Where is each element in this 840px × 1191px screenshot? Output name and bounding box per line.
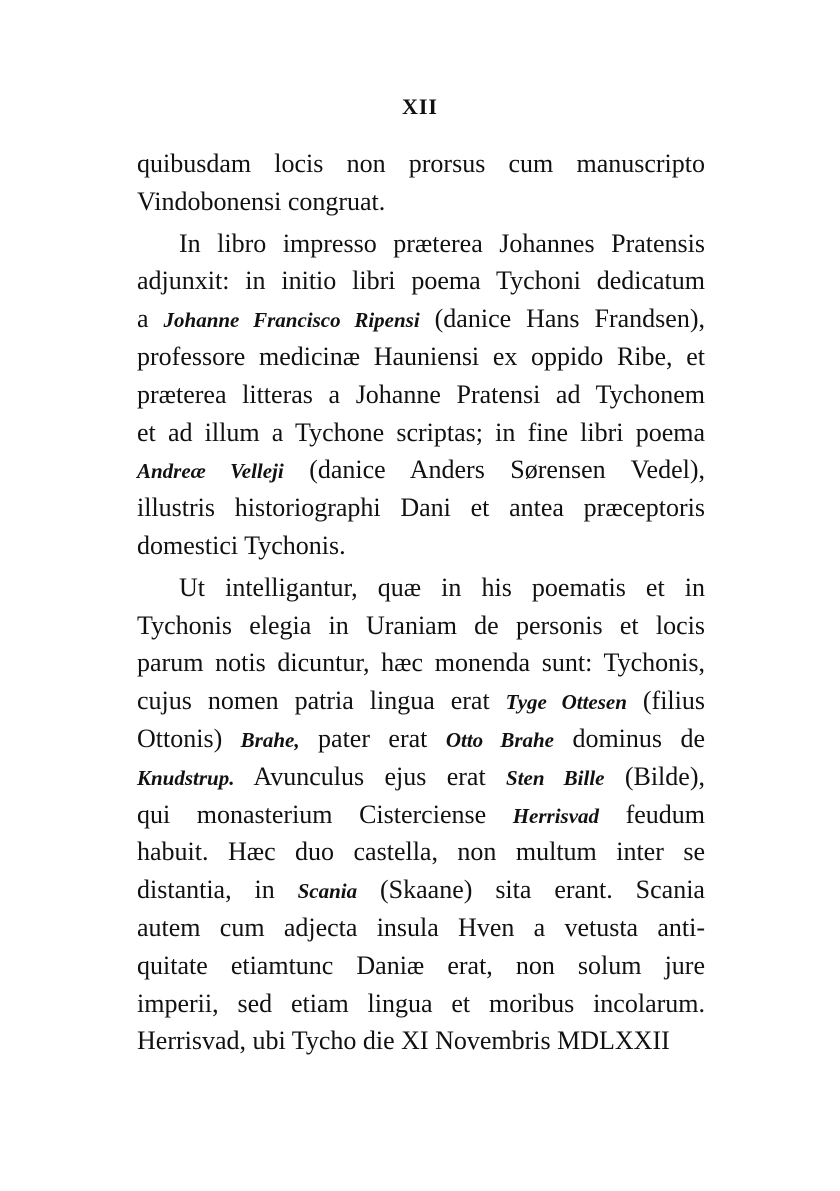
text-line <box>137 183 705 221</box>
italic-name: Andreæ Velleji <box>137 459 284 484</box>
text-segment: Herrisvad, ubi Tycho die XI Novembris MDLXXII <box>137 1026 670 1056</box>
italic-name: Brahe, <box>240 727 300 752</box>
text-segment: (Skaane) sita erant. Scania <box>357 875 705 905</box>
text-segment: professore medicinæ Hauniensi ex oppido Ribe, et <box>137 341 705 371</box>
text-line <box>137 145 705 183</box>
text-segment: cujus nomen patria lingua erat <box>137 686 506 716</box>
text-segment: et ad illum a Tychone scriptas; in fine libri poema <box>137 417 705 447</box>
text-segment: feudum <box>599 799 706 829</box>
text-segment: quitate etiamtunc Daniæ erat, non solum jure <box>137 950 705 980</box>
italic-name: Herrisvad <box>512 803 600 828</box>
text-segment: Ottonis) <box>137 723 241 753</box>
text-line <box>137 262 705 300</box>
text-segment: domestici Tychonis. <box>137 530 346 560</box>
page-number: XII <box>401 94 438 119</box>
text-segment: Ut intelligantur, quæ in his poematis et in <box>179 572 705 602</box>
text-segment: Avunculus ejus erat <box>234 761 507 791</box>
text-segment: habuit. Hæc duo castella, non multum inter se <box>137 837 705 867</box>
italic-name: Tyge Ottesen <box>505 690 627 715</box>
text-segment: a <box>137 304 164 334</box>
text-line <box>137 489 705 527</box>
italic-name: Otto Brahe <box>445 727 555 752</box>
text-segment: In libro impresso præterea Johannes Pratensis <box>179 228 705 258</box>
text-segment: distantia, in <box>137 875 298 905</box>
text-segment: adjunxit: in initio libri poema Tychoni dedicatum <box>137 266 705 296</box>
text-line <box>137 607 705 645</box>
text-line <box>137 871 705 909</box>
text-line <box>137 682 705 720</box>
text-line <box>137 451 705 489</box>
text-line <box>137 225 705 263</box>
text-segment: dominus de <box>554 723 705 753</box>
text-line <box>137 569 705 607</box>
text-line <box>137 300 705 338</box>
italic-name: Johanne Francisco Ripensi <box>163 308 420 333</box>
text-line <box>137 376 705 414</box>
text-segment: autem cum adjecta insula Hven a vetusta anti- <box>137 912 705 942</box>
text-line <box>137 758 705 796</box>
text-line <box>137 644 705 682</box>
text-segment: pater erat <box>299 723 446 753</box>
italic-name: Sten Bille <box>506 765 605 790</box>
text-segment: (Bilde), <box>604 761 705 791</box>
text-line <box>137 947 705 985</box>
text-line <box>137 833 705 871</box>
italic-name: Scania <box>297 879 358 904</box>
text-line <box>137 1022 705 1060</box>
text-line <box>137 796 705 834</box>
text-line <box>137 985 705 1023</box>
text-line <box>137 414 705 452</box>
text-segment: (danice Anders Sørensen Vedel), <box>283 455 705 485</box>
text-line <box>137 527 705 565</box>
text-line <box>137 720 705 758</box>
text-segment: (filius <box>626 686 706 716</box>
text-segment: qui monasterium Cisterciense <box>137 799 513 829</box>
text-segment: Vindobonensi congruat. <box>137 186 386 216</box>
text-segment: quibusdam locis non prorsus cum manuscripto <box>137 149 705 178</box>
text-segment: imperii, sed etiam lingua et moribus incolarum. <box>137 988 705 1018</box>
text-segment: parum notis dicuntur, hæc monenda sunt: Tychonis, <box>137 648 705 678</box>
text-segment: præterea litteras a Johanne Pratensi ad Tychonem <box>137 379 705 409</box>
body-text <box>137 145 705 1060</box>
text-segment: illustris historiographi Dani et antea præceptoris <box>137 493 705 523</box>
text-line <box>137 338 705 376</box>
italic-name: Knudstrup. <box>137 765 235 790</box>
text-line <box>137 909 705 947</box>
text-segment: Tychonis elegia in Uraniam de personis et locis <box>137 610 705 640</box>
text-segment: (danice Hans Frandsen), <box>419 304 705 334</box>
